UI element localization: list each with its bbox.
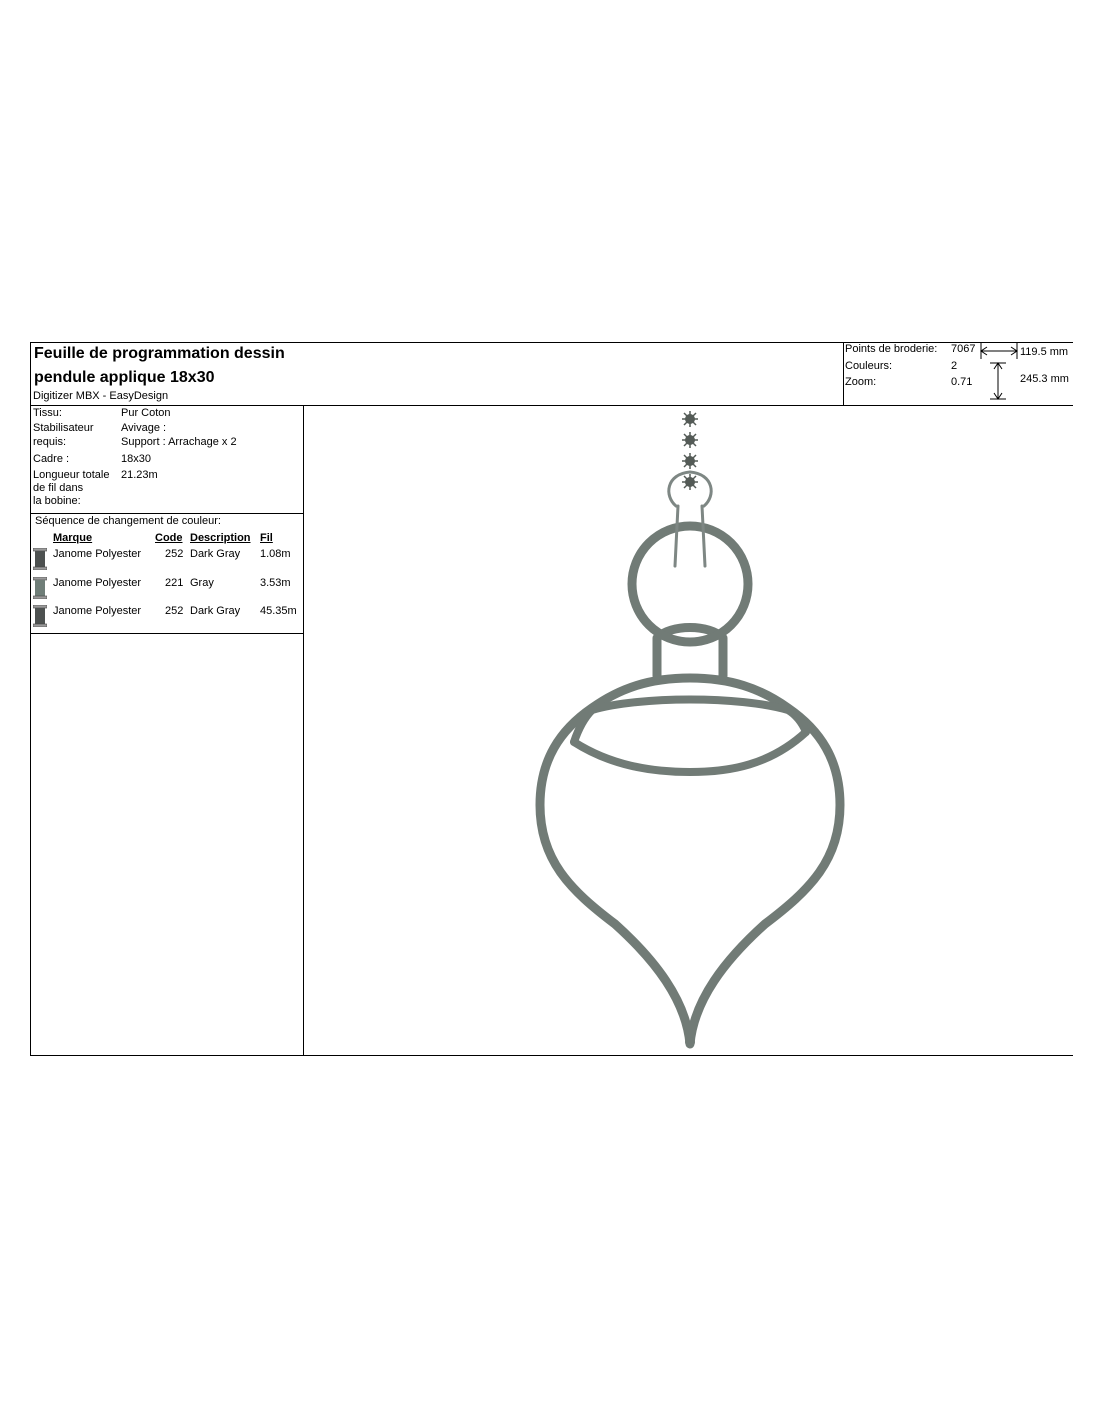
row-2-marque: Janome Polyester xyxy=(53,577,142,589)
thread-spool-icon xyxy=(33,577,47,599)
cadre-label: Cadre : xyxy=(33,453,70,465)
programming-sheet xyxy=(30,342,1073,1056)
zoom-value: 0.71 xyxy=(951,376,973,388)
stitch-count-label: Points de broderie: xyxy=(845,343,938,355)
left-border xyxy=(30,342,31,1056)
thread-spool-icon xyxy=(33,605,47,627)
spool-thread-color xyxy=(35,551,45,567)
col-header-description: Description xyxy=(190,532,251,544)
thread-spool-icon xyxy=(33,548,47,570)
header-bottom-border xyxy=(30,405,1073,406)
panel-divider xyxy=(303,405,304,1056)
sequence-bottom-border xyxy=(30,633,303,634)
stitch-count-value: 7067 xyxy=(951,343,976,355)
zoom-label: Zoom: xyxy=(845,376,877,388)
col-header-marque: Marque xyxy=(53,532,93,544)
width-dimension: 119.5 mm xyxy=(1020,346,1069,358)
row-2-code: 221 xyxy=(165,577,184,589)
longueur-label-2: de fil dans xyxy=(33,482,84,494)
col-header-code: Code xyxy=(155,532,183,544)
dimension-arrows-icon xyxy=(978,343,1020,403)
stabilisateur-label-2: requis: xyxy=(33,436,67,448)
col-header-fil: Fil xyxy=(260,532,273,544)
stabilisateur-label-1: Stabilisateur xyxy=(33,422,94,434)
row-3-code: 252 xyxy=(165,605,184,617)
row-1-description: Dark Gray xyxy=(190,548,241,560)
software-label: Digitizer MBX - EasyDesign xyxy=(33,390,169,402)
info-bottom-border xyxy=(30,513,303,514)
stabilisateur-value-1: Avivage : xyxy=(121,422,167,434)
row-3-description: Dark Gray xyxy=(190,605,241,617)
row-1-marque: Janome Polyester xyxy=(53,548,142,560)
longueur-label-3: la bobine: xyxy=(33,495,81,507)
colors-value: 2 xyxy=(951,360,958,372)
row-2-fil: 3.53m xyxy=(260,577,291,589)
row-3-fil: 45.35m xyxy=(260,605,297,617)
tissu-label: Tissu: xyxy=(33,407,62,419)
row-1-code: 252 xyxy=(165,548,184,560)
longueur-value: 21.23m xyxy=(121,469,158,481)
row-1-fil: 1.08m xyxy=(260,548,291,560)
stats-divider xyxy=(843,342,844,405)
title-line-2: pendule applique 18x30 xyxy=(34,369,215,386)
longueur-label-1: Longueur totale xyxy=(33,469,110,481)
sequence-title: Séquence de changement de couleur: xyxy=(35,515,221,527)
bottom-border xyxy=(30,1055,1073,1056)
row-3-marque: Janome Polyester xyxy=(53,605,142,617)
cadre-value: 18x30 xyxy=(121,453,151,465)
colors-label: Couleurs: xyxy=(845,360,893,372)
height-dimension: 245.3 mm xyxy=(1020,373,1069,385)
row-2-description: Gray xyxy=(190,577,214,589)
stabilisateur-value-2: Support : Arrachage x 2 xyxy=(121,436,237,448)
title-line-1: Feuille de programmation dessin xyxy=(34,345,285,362)
tissu-value: Pur Coton xyxy=(121,407,171,419)
